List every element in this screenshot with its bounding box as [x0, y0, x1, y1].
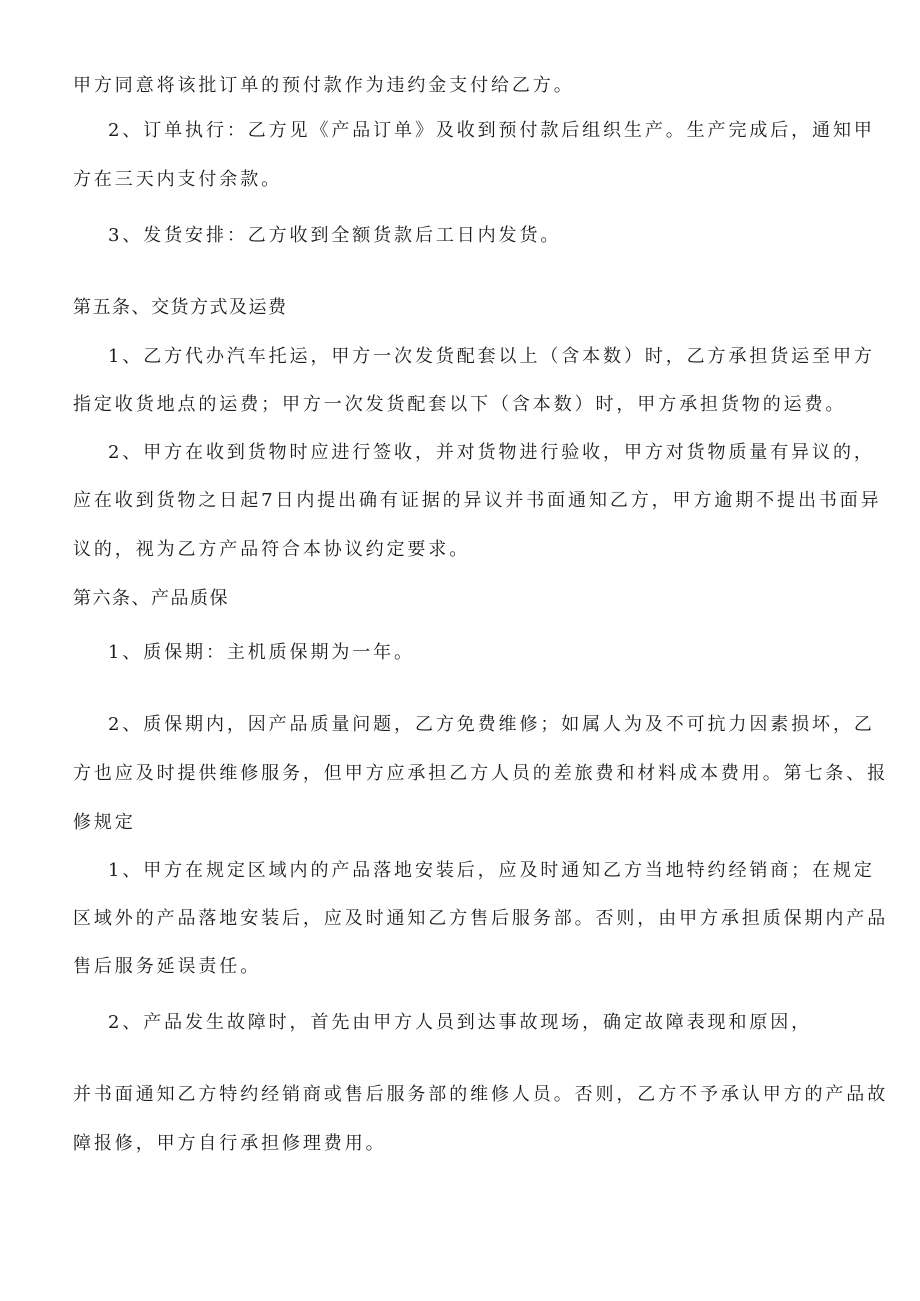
section-heading: 第六条、产品质保 — [73, 588, 229, 609]
text-line: 2、产品发生故障时，首先由甲方人员到达事故现场，确定故障表现和原因， — [108, 1012, 813, 1033]
text-line: 2、甲方在收到货物时应进行签收，并对货物进行验收，甲方对货物质量有异议的， — [108, 442, 875, 463]
text-line: 1、甲方在规定区域内的产品落地安装后，应及时通知乙方当地特约经销商；在规定 — [108, 860, 875, 881]
text-line: 指定收货地点的运费；甲方一次发货配套以下（含本数）时，甲方承担货物的运费。 — [73, 394, 847, 415]
text-line: 区域外的产品落地安装后，应及时通知乙方售后服务部。否则，由甲方承担质保期内产品 — [73, 908, 889, 929]
text-line: 3、发货安排：乙方收到全额货款后工日内发货。 — [108, 225, 562, 246]
text-line: 修规定 — [73, 812, 136, 833]
section-heading: 第五条、交货方式及运费 — [73, 297, 288, 318]
text-line: 障报修，甲方自行承担修理费用。 — [73, 1133, 387, 1154]
text-line: 并书面通知乙方特约经销商或售后服务部的维修人员。否则，乙方不予承认甲方的产品故 — [73, 1084, 889, 1105]
text-line: 方在三天内支付余款。 — [73, 169, 282, 190]
text-line: 1、质保期：主机质保期为一年。 — [108, 642, 415, 663]
text-line: 2、质保期内，因产品质量问题，乙方免费维修；如属人为及不可抗力因素损坏，乙 — [108, 714, 875, 735]
text-line: 甲方同意将该批订单的预付款作为违约金支付给乙方。 — [73, 75, 575, 96]
text-line: 售后服务延误责任。 — [73, 956, 262, 977]
text-line: 2、订单执行：乙方见《产品订单》及收到预付款后组织生产。生产完成后，通知甲 — [108, 120, 875, 141]
text-line: 1、乙方代办汽车托运，甲方一次发货配套以上（含本数）时，乙方承担货运至甲方 — [108, 346, 875, 367]
text-line: 议的，视为乙方产品符合本协议约定要求。 — [73, 539, 471, 560]
text-line: 应在收到货物之日起7日内提出确有证据的异议并书面通知乙方，甲方逾期不提出书面异 — [73, 490, 882, 511]
text-line: 方也应及时提供维修服务，但甲方应承担乙方人员的差旅费和材料成本费用。第七条、报 — [73, 763, 889, 784]
